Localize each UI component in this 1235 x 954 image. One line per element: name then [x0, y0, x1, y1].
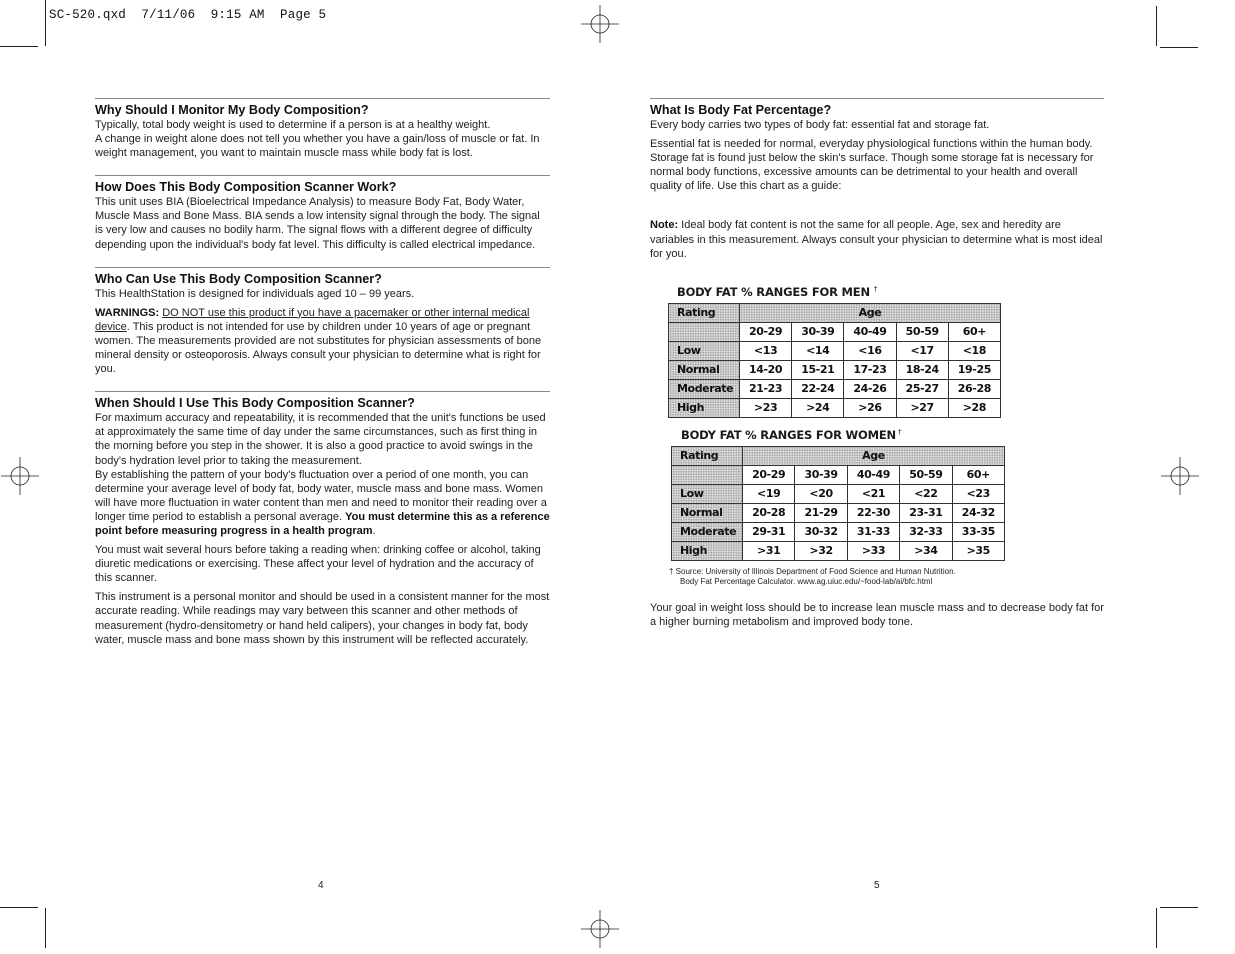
rating-header: Rating — [669, 303, 740, 322]
rating-label: High — [672, 541, 743, 560]
emphasis-text: You must determine this as a reference point before measuring progress in a health program — [95, 510, 550, 537]
range-cell: <13 — [740, 341, 792, 360]
table-row — [672, 484, 1005, 503]
men-table-title — [677, 285, 1104, 299]
age-column: 50-59 — [896, 322, 948, 341]
range-cell: 21-29 — [795, 503, 847, 522]
range-cell: 22-24 — [792, 379, 844, 398]
closing-paragraph: Your goal in weight loss should be to increase lean muscle mass and to decrease body fat for a higher burning metabolism and improved body tone. — [650, 601, 1104, 628]
blank-cell — [672, 465, 743, 484]
section-body-fat — [650, 98, 1104, 261]
section-heading: Who Can Use This Body Composition Scanner? — [95, 271, 382, 286]
range-cell: 29-31 — [743, 522, 795, 541]
range-cell: 19-25 — [948, 360, 1000, 379]
range-cell: >24 — [792, 398, 844, 417]
rating-label: Low — [672, 484, 743, 503]
section-body: Essential fat is needed for normal, everyday physiological functions within the human body. Storage fat is found just below the skin's surface. Though some storage fat is necessary for normal body functions, excessive amounts can be detrimental to your health and overall quality of life. Use this chart as a guide: — [650, 138, 1094, 193]
warnings-rest: . This product is not intended for use by children under 10 years of age or pregnant women. The measurements provided are not substitutes for physician assessments of bone mineral density or osteoporosis. Always consult your physician to determine what is right for you. — [95, 320, 542, 376]
age-column: 60+ — [952, 465, 1004, 484]
age-column: 30-39 — [795, 465, 847, 484]
men-table-block — [677, 285, 1104, 418]
page-number: 4 — [318, 880, 324, 891]
section-monitor — [95, 98, 550, 160]
crop-mark — [1160, 907, 1198, 908]
range-cell: 32-33 — [900, 522, 952, 541]
warnings-label: WARNINGS: — [95, 306, 160, 319]
section-body: Every body carries two types of body fat: essential fat and storage fat. — [650, 119, 990, 131]
rating-label: High — [669, 398, 740, 417]
section-heading: How Does This Body Composition Scanner Work? — [95, 180, 397, 195]
warnings-paragraph — [95, 306, 550, 376]
age-column: 30-39 — [792, 322, 844, 341]
men-body-fat-table — [668, 303, 1001, 418]
crop-mark — [45, 908, 46, 948]
range-cell: 26-28 — [948, 379, 1000, 398]
women-table-block — [681, 428, 1104, 561]
note-paragraph — [650, 218, 1104, 260]
section-heading: Why Should I Monitor My Body Composition? — [95, 103, 369, 117]
table-row — [669, 341, 1001, 360]
rating-label: Moderate — [669, 379, 740, 398]
range-cell: <17 — [896, 341, 948, 360]
range-cell: <22 — [900, 484, 952, 503]
range-cell: 31-33 — [847, 522, 899, 541]
body-text-end: . — [372, 524, 376, 537]
crop-mark — [0, 907, 38, 908]
range-cell: 18-24 — [896, 360, 948, 379]
range-cell: 21-23 — [740, 379, 792, 398]
women-body-fat-table — [671, 446, 1005, 561]
range-cell: <21 — [847, 484, 899, 503]
range-cell: 24-26 — [844, 379, 896, 398]
section-body — [95, 411, 550, 538]
range-cell: <19 — [743, 484, 795, 503]
age-column: 50-59 — [900, 465, 952, 484]
range-cell: >28 — [948, 398, 1000, 417]
range-cell: >35 — [952, 541, 1004, 560]
note-label: Note: — [650, 219, 679, 232]
range-cell: 25-27 — [896, 379, 948, 398]
rating-header: Rating — [672, 446, 743, 465]
crop-mark — [0, 46, 38, 47]
range-cell: 24-32 — [952, 503, 1004, 522]
range-cell: <20 — [795, 484, 847, 503]
page-4-content — [95, 98, 550, 662]
registration-mark-icon — [581, 5, 619, 43]
range-cell: >23 — [740, 398, 792, 417]
age-header: Age — [743, 446, 1005, 465]
rating-label: Moderate — [672, 522, 743, 541]
range-cell: 30-32 — [795, 522, 847, 541]
range-cell: >26 — [844, 398, 896, 417]
table-row — [672, 522, 1005, 541]
men-table-title-text: BODY FAT % RANGES FOR MEN — [677, 284, 870, 299]
range-cell: 15-21 — [792, 360, 844, 379]
crop-mark — [1160, 47, 1198, 48]
crop-mark — [1156, 908, 1157, 948]
section-who-can-use — [95, 267, 550, 377]
range-cell: <16 — [844, 341, 896, 360]
rating-label: Low — [669, 341, 740, 360]
registration-mark-icon — [581, 910, 619, 948]
women-table-title — [681, 428, 1104, 442]
range-cell: >34 — [900, 541, 952, 560]
age-column: 40-49 — [844, 322, 896, 341]
dagger-mark: † — [873, 284, 878, 293]
page-5-content — [650, 98, 1104, 629]
note-text: Ideal body fat content is not the same for all people. Age, sex and heredity are variables in this measurement. Always consult your physician to determine what is most ideal for you. — [650, 219, 1103, 260]
range-cell: 20-28 — [743, 503, 795, 522]
registration-mark-icon — [1161, 457, 1199, 495]
range-cell: <18 — [948, 341, 1000, 360]
blank-cell — [669, 322, 740, 341]
section-body: This unit uses BIA (Bioelectrical Impedance Analysis) to measure Body Fat, Body Water, Muscle Mass and Bone Mass. BIA sends a low intensity signal through the body. The signal is very low and causes no bodily harm. The signal flows with a different degree of difficulty depending upon the individual's body fat level. This difficulty is called electrical impedance. — [95, 196, 540, 251]
dagger-mark: † — [897, 427, 902, 436]
rating-label: Normal — [669, 360, 740, 379]
range-cell: >32 — [795, 541, 847, 560]
range-cell: 17-23 — [844, 360, 896, 379]
page-number: 5 — [874, 880, 880, 891]
section-heading: What Is Body Fat Percentage? — [650, 103, 832, 117]
range-cell: 14-20 — [740, 360, 792, 379]
section-how-it-works — [95, 175, 550, 251]
age-column: 20-29 — [740, 322, 792, 341]
table-row — [672, 541, 1005, 560]
warnings-underlined: DO NOT use this product if you have a pacemaker or other internal medical device — [95, 306, 530, 333]
age-column: 60+ — [948, 322, 1000, 341]
section-body: Typically, total body weight is used to determine if a person is at a healthy weight. A change in weight alone does not tell you whether you have a gain/loss of muscle or fat. In weight management, you want to maintain muscle mass while body fat is lost. — [95, 119, 540, 160]
range-cell: >27 — [896, 398, 948, 417]
table-row — [669, 379, 1001, 398]
age-header: Age — [740, 303, 1001, 322]
source-footnote — [669, 567, 1104, 587]
range-cell: >33 — [847, 541, 899, 560]
section-heading: When Should I Use This Body Composition Scanner? — [95, 396, 415, 411]
range-cell: <23 — [952, 484, 1004, 503]
source-line: † Source: University of Illinois Department of Food Science and Human Nutrition. — [669, 566, 956, 576]
registration-mark-icon — [1, 457, 39, 495]
table-row — [672, 503, 1005, 522]
crop-mark — [45, 0, 46, 46]
source-line: Body Fat Percentage Calculator. www.ag.uiuc.edu/~food-lab/ai/bfc.html — [680, 576, 933, 586]
crop-mark — [1156, 6, 1157, 46]
range-cell: 33-35 — [952, 522, 1004, 541]
range-cell: 23-31 — [900, 503, 952, 522]
table-row — [669, 398, 1001, 417]
section-body: You must wait several hours before taking a reading when: drinking coffee or alcohol, taking diuretic medications or exercising. These affect your level of hydration and the accuracy of this scanner. — [95, 544, 541, 585]
section-body: This instrument is a personal monitor and should be used in a consistent manner for the most accurate reading. While readings may vary between this scanner and other methods of measurement (hydro-densitometry or hand held calipers), your changes in body fat, body water, muscle mass and bone mass shown by this instrument will be reflected accurately. — [95, 591, 550, 646]
body-text: For maximum accuracy and repeatability, it is recommended that the unit's functions be used at approximately the same time of day under the same circumstances, such as first thing in the morning before you step in the shower. It is also a good practice to avoid swings in the body's hydration level prior to taking the measurement. By establishing the pattern of your body's fluctuation over a period of one month, you can determine your average level of body fat, body water, muscle mass and bone mass. Women will have more fluctuation in water content than men and need to monitor their reading over a longer time period to establish a personal average. — [95, 412, 547, 523]
range-cell: >31 — [743, 541, 795, 560]
women-table-title-text: BODY FAT % RANGES FOR WOMEN — [681, 427, 896, 442]
range-cell: <14 — [792, 341, 844, 360]
section-when-to-use — [95, 391, 550, 647]
table-row — [669, 360, 1001, 379]
section-body: This HealthStation is designed for individuals aged 10 – 99 years. — [95, 287, 415, 300]
printer-slug: SC-520.qxd 7/11/06 9:15 AM Page 5 — [49, 8, 327, 22]
rating-label: Normal — [672, 503, 743, 522]
age-column: 20-29 — [743, 465, 795, 484]
range-cell: 22-30 — [847, 503, 899, 522]
age-column: 40-49 — [847, 465, 899, 484]
